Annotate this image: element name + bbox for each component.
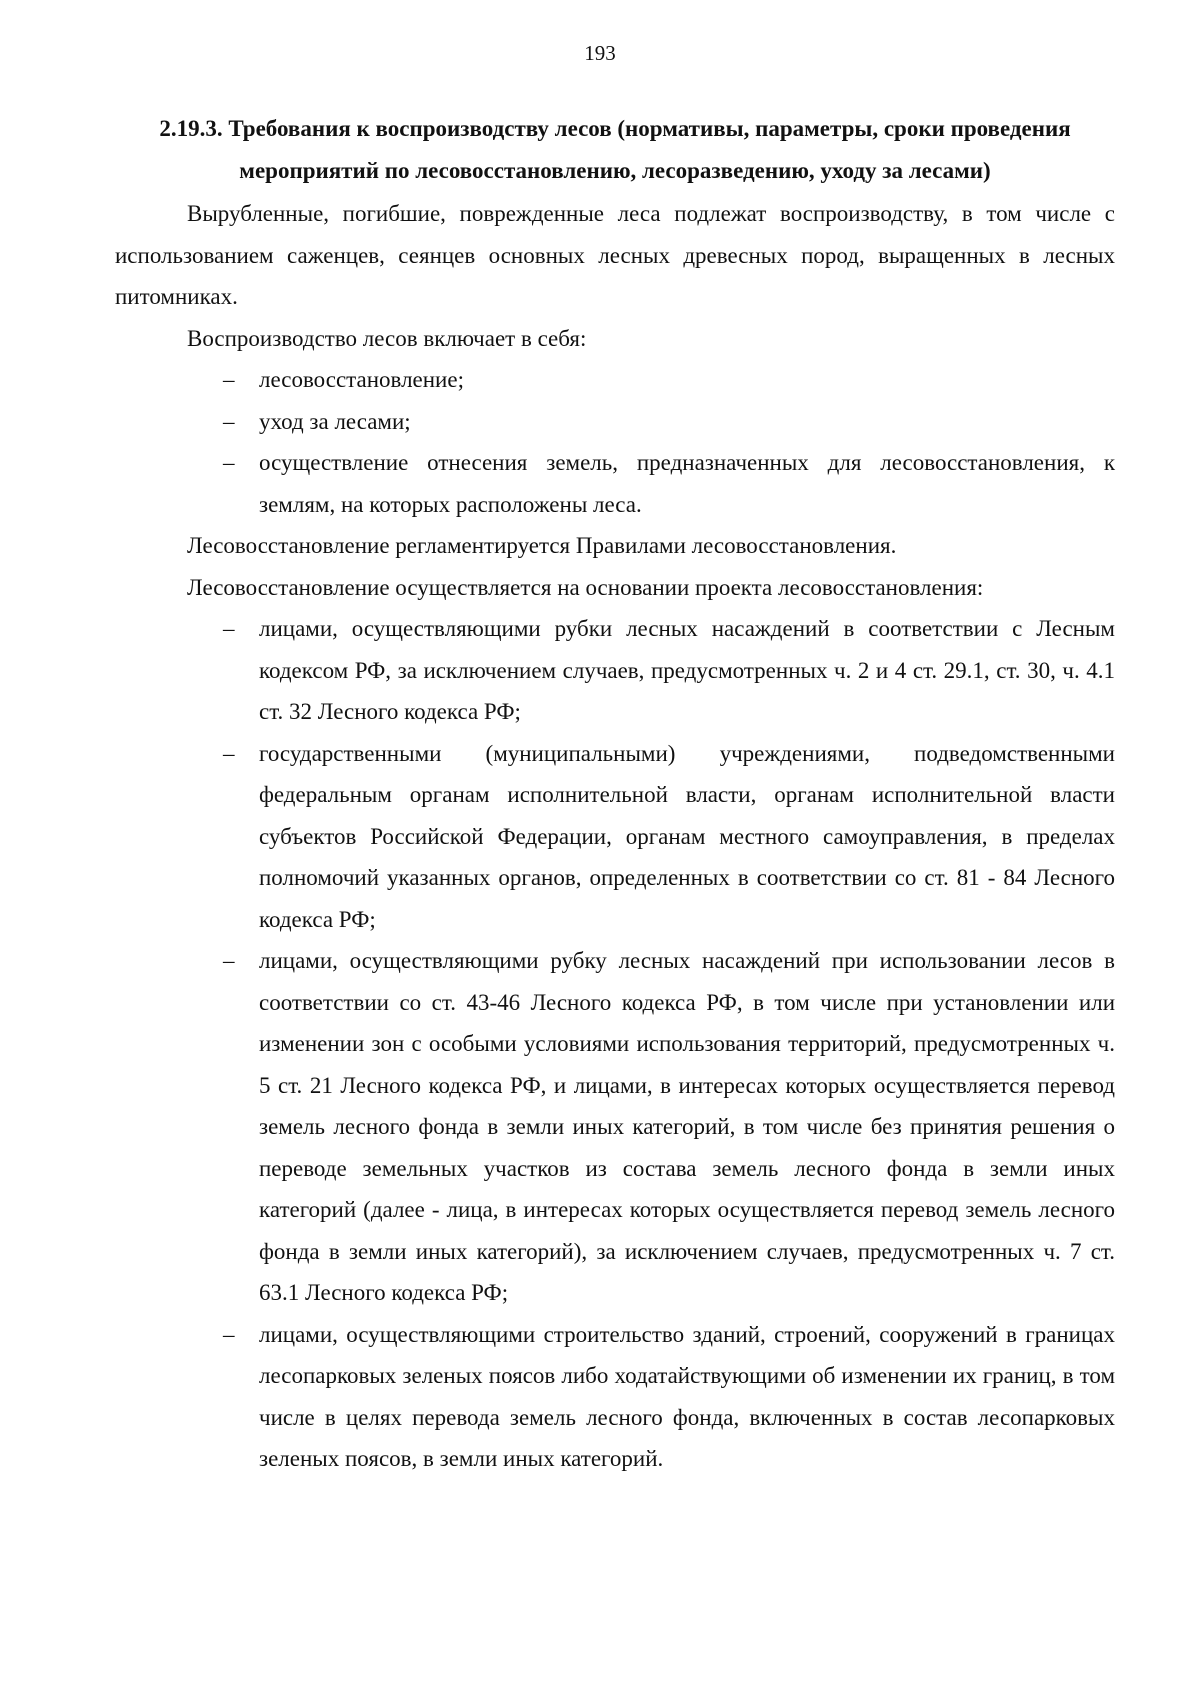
dash-bullet: – [223, 948, 235, 973]
basis-list [115, 608, 1115, 1480]
list-item [115, 940, 1115, 1314]
dash-bullet: – [223, 367, 235, 392]
basis-paragraph: Лесовосстановление осуществляется на основании проекта лесовосстановления: [187, 574, 984, 600]
list-item [115, 608, 1115, 733]
section-heading-line-1: 2.19.3. Требования к воспроизводству лесов (нормативы, параметры, сроки проведения [159, 116, 1071, 141]
list-item-text: лесовосстановление; [259, 367, 464, 392]
document-body [115, 108, 1115, 1480]
list-item [115, 442, 1115, 525]
list-item [115, 733, 1115, 941]
list-item [115, 1314, 1115, 1480]
section-heading [115, 108, 1115, 191]
list-item-text: лицами, осуществляющими рубку лесных насаждений при использовании лесов в соответствии со ст. 43-46 Лесного кодекса РФ, в том числе при установлении или изменении зон с особыми условиями использования территорий, предусмотренных ч. 5 ст. 21 Лесного кодекса РФ, и лицами, в интересах которых осуществляется перевод земель лесного фонда в земли иных категорий, в том числе без принятия решения о переводе земельных участков из состава земель лесного фонда в земли иных категорий (далее - лица, в интересах которых осуществляется перевод земель лесного фонда в земли иных категорий), за исключением случаев, предусмотренных ч. 7 ст. 63.1 Лесного кодекса РФ; [259, 948, 1115, 1305]
page-number: 193 [584, 41, 616, 65]
list-item [115, 401, 1115, 443]
dash-bullet: – [223, 740, 235, 766]
dash-bullet: – [223, 450, 235, 475]
dash-bullet: – [223, 616, 235, 641]
list-item-text: лицами, осуществляющими строительство зданий, строений, сооружений в границах лесопарковых зеленых поясов либо ходатайствующими об изменении их границ, в том числе в целях перевода земель лесного фонда, включенных в состав лесопарковых зеленых поясов, в земли иных категорий. [259, 1321, 1115, 1471]
list-item [115, 359, 1115, 401]
section-heading-line-2: мероприятий по лесовосстановлению, лесоразведению, уходу за лесами) [239, 157, 991, 183]
list-item-text: лицами, осуществляющими рубки лесных насаждений в соответствии с Лесным кодексом РФ, за исключением случаев, предусмотренных ч. 2 и 4 ст. 29.1, ст. 30, ч. 4.1 ст. 32 Лесного кодекса РФ; [259, 616, 1115, 724]
dash-bullet: – [223, 408, 235, 434]
intro-paragraph: Вырубленные, погибшие, поврежденные леса подлежат воспроизводству, в том числе с использованием саженцев, сеянцев основных лесных древесных пород, выращенных в лесных питомниках. [115, 201, 1115, 309]
dash-bullet: – [223, 1321, 235, 1347]
list-item-text: осуществление отнесения земель, предназначенных для лесовосстановления, к землям, на которых расположены леса. [259, 450, 1115, 517]
includes-list [115, 359, 1115, 525]
list-item-text: уход за лесами; [259, 408, 411, 434]
regulation-paragraph: Лесовосстановление регламентируется Правилами лесовосстановления. [187, 533, 897, 558]
includes-intro-paragraph: Воспроизводство лесов включает в себя: [187, 325, 587, 351]
list-item-text: государственными (муниципальными) учреждениями, подведомственными федеральным органам исполнительной власти, органам исполнительной власти субъектов Российской Федерации, органам местного самоуправления, в пределах полномочий указанных органов, определенных в соответствии со ст. 81 - 84 Лесного кодекса РФ; [259, 740, 1115, 932]
